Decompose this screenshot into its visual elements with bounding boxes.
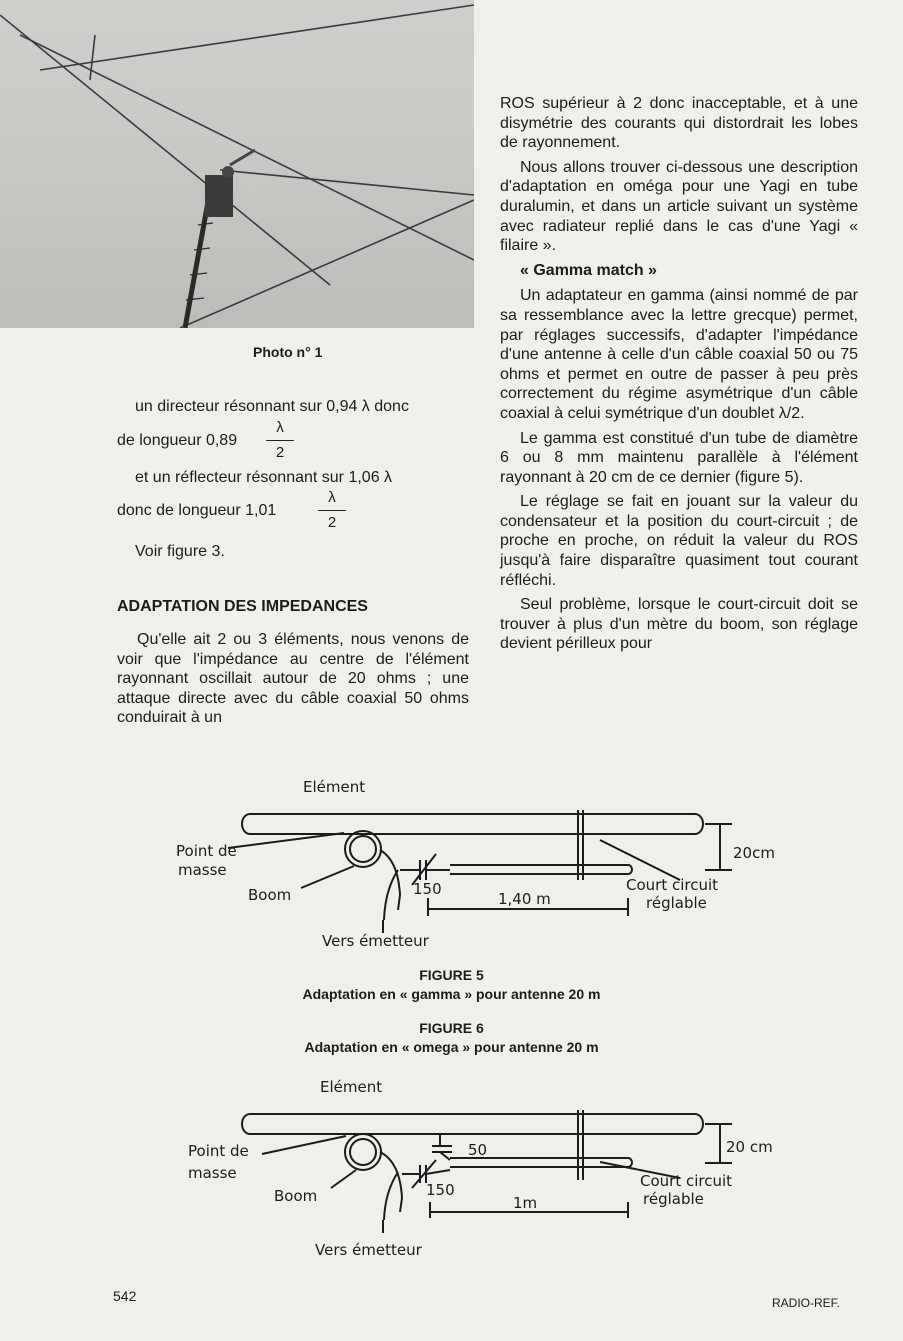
fig5-vers-label: Vers émetteur [322, 932, 429, 950]
fig5-element-tube [242, 814, 703, 834]
figure-5-title: FIGURE 5 [419, 967, 484, 983]
figure-6-title: FIGURE 6 [419, 1020, 484, 1036]
right-paragraph-6: Seul problème, lorsque le court-circuit doit se trouver à plus d'un mètre du boom, son réglage devient périlleux pour [500, 596, 858, 653]
fig6-boom-label: Boom [274, 1187, 318, 1205]
fig5-point-label: Point de [176, 842, 237, 860]
fig6-point-label: Point de [188, 1142, 249, 1160]
fig6-spacing-label: 20 cm [726, 1138, 773, 1156]
right-paragraph-4: Le gamma est constitué d'un tube de diamètre 6 ou 8 mm maintenu parallèle à l'élément rayonnant à 20 cm de ce dernier (figure 5). [500, 429, 858, 486]
fig5-boom-pointer [301, 866, 354, 888]
figure-5-caption: Adaptation en « gamma » pour antenne 20 m [302, 986, 601, 1002]
fig5-spacing-label: 20cm [733, 844, 775, 862]
fraction-1-denominator: 2 [275, 444, 285, 461]
antenna-photo [0, 0, 474, 328]
fig5-boom-inner [350, 836, 376, 862]
fraction-1-numerator: λ [276, 419, 284, 436]
left-line-2: de longueur 0,89 [117, 432, 238, 449]
fig6-boom-pointer [331, 1170, 356, 1188]
fig5-court-label-2: réglable [646, 894, 707, 912]
antenna-photo-drawing [0, 0, 474, 328]
section-heading: ADAPTATION DES IMPEDANCES [117, 598, 368, 615]
right-paragraph-5: Le réglage se fait en jouant sur la valeur du condensateur et la position du court-circuit ; de proche en proche, on réduit la valeur du ROS jusqu'à faire disparaître quasiment tout courant réfléchi. [500, 493, 858, 589]
fig6-point-pointer [262, 1136, 346, 1154]
fig5-coax-feed [384, 870, 398, 920]
left-line-3: et un réflecteur résonnant sur 1,06 λ [135, 469, 393, 486]
left-paragraph-block [117, 630, 469, 733]
fig5-element-label: Elément [303, 778, 366, 796]
left-paragraph: Qu'elle ait 2 ou 3 éléments, nous venons de voir que l'impédance au centre de l'élément rayonnant oscillait autour de 20 ohms ; une attaque directe avec du câble coaxial 50 ohms conduirait à un [117, 631, 469, 727]
fig5-court-label-1: Court circuit [626, 876, 719, 894]
photo-caption: Photo n° 1 [253, 344, 323, 360]
fig6-element-tube [242, 1114, 703, 1134]
left-line-1: un directeur résonnant sur 0,94 λ donc [135, 398, 409, 415]
page-number: 542 [113, 1288, 137, 1304]
fig6-boom-inner [350, 1139, 376, 1165]
fig6-vers-label: Vers émetteur [315, 1241, 422, 1259]
fig5-boom-label: Boom [248, 886, 292, 904]
fig6-coax-outer [380, 1152, 402, 1212]
right-paragraph-2: Nous allons trouver ci-dessous une description d'adaptation en oméga pour une Yagi en tube duralumin, et dans un article suivant un système avec radiateur replié dans le cas d'une Yagi « filaire ». [500, 158, 858, 255]
fig6-cap150-label: 150 [426, 1181, 455, 1199]
fig6-coax-feed [384, 1172, 398, 1220]
fig5-length-label: 1,40 m [498, 890, 551, 908]
right-column [500, 94, 858, 659]
fig6-cap50-lead-2 [440, 1152, 450, 1160]
left-line-4: donc de longueur 1,01 [117, 502, 277, 519]
fig6-element-label: Elément [320, 1078, 383, 1096]
fig5-coax-outer [380, 850, 400, 910]
fig6-rod-end [628, 1158, 632, 1167]
fig6-masse-label: masse [188, 1164, 237, 1182]
fig6-court-label-2: réglable [643, 1190, 704, 1208]
fraction-1-bar [266, 440, 294, 441]
fraction-2-denominator: 2 [327, 514, 337, 531]
left-line-5: Voir figure 3. [135, 543, 225, 560]
fraction-2-numerator: λ [328, 489, 336, 506]
gamma-heading: « Gamma match » [520, 261, 657, 279]
fig6-length-label: 1m [513, 1194, 538, 1212]
right-paragraph-1: ROS supérieur à 2 donc inacceptable, et à une disymétrie des courants qui distordrait les lobes de rayonnement. [500, 95, 858, 152]
journal-name: RADIO-REF. [772, 1296, 841, 1310]
fig6-cap150-lead-2 [426, 1170, 450, 1174]
fig6-court-label-1: Court circuit [640, 1172, 733, 1190]
fig5-masse-label: masse [178, 861, 227, 879]
right-paragraph-3: Un adaptateur en gamma (ainsi nommé de par sa ressemblance avec la lettre grecque) permet, par réglages successifs, d'adapter l'impédance d'une antenne à celle d'un câble coaxial 50 ou 75 ohms et permet en outre de passer à peu près correctement du régime asymétrique d'un câble coaxial à celui symétrique d'un doublet λ/2. [500, 287, 858, 422]
figure-6-diagram [0, 1070, 903, 1265]
figure-6-caption: Adaptation en « omega » pour antenne 20 m [304, 1039, 599, 1055]
fig5-cap-label: 150 [413, 880, 442, 898]
figure-5-diagram [0, 770, 903, 965]
fig5-point-pointer [228, 833, 344, 848]
fig5-gamma-rod-end [628, 865, 632, 874]
fig6-cap50-label: 50 [468, 1141, 488, 1159]
fraction-2-bar [318, 510, 346, 511]
